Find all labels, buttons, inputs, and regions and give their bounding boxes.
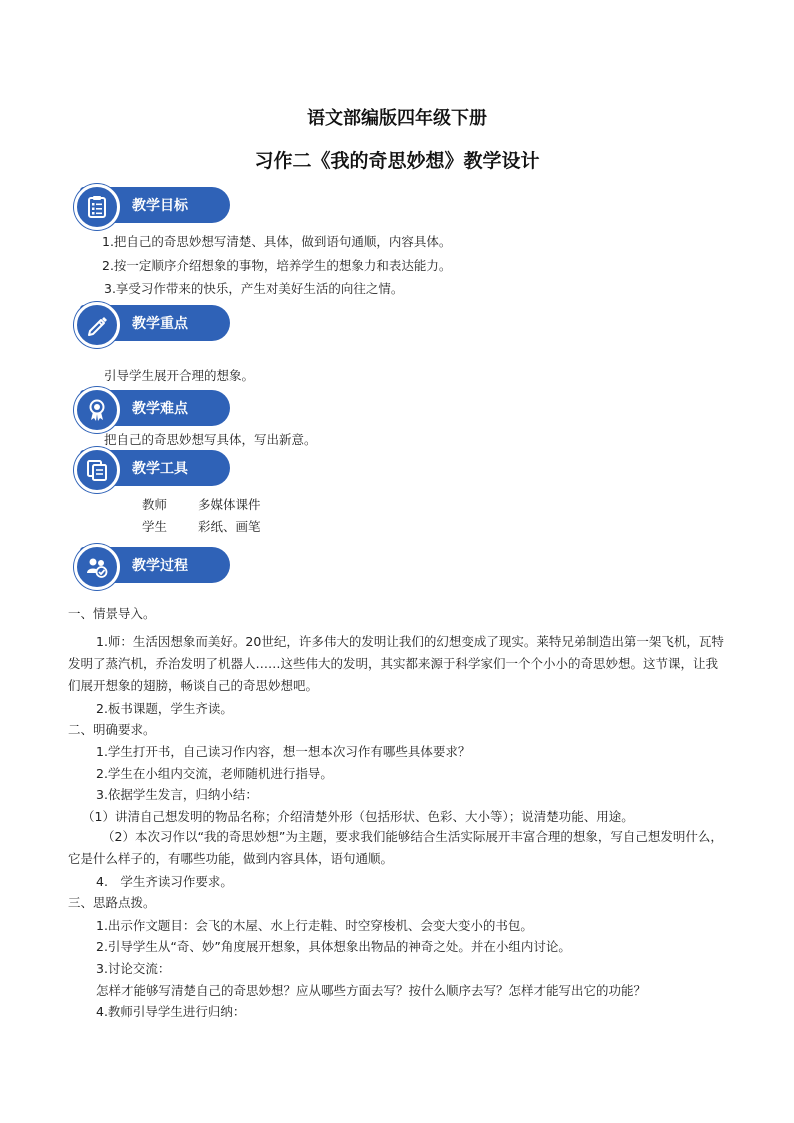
process-step: （1）讲清自己想发明的物品名称；介绍清楚外形（包括形状、色彩、大小等）；说清楚功能、用途。 bbox=[82, 809, 634, 824]
section-label: 教学重点 bbox=[132, 316, 188, 332]
goal-item-1: 1.把自己的奇思妙想写清楚、具体，做到语句通顺，内容具体。 bbox=[102, 234, 452, 249]
section-label: 教学工具 bbox=[132, 461, 188, 477]
section-banner-goals bbox=[74, 185, 230, 225]
document-title: 习作二《我的奇思妙想》教学设计 bbox=[254, 150, 540, 172]
section-banner-tools bbox=[74, 448, 230, 488]
goal-item-3: 3.享受习作带来的快乐，产生对美好生活的向往之情。 bbox=[104, 281, 404, 296]
award-ribbon-icon bbox=[74, 387, 120, 433]
section-banner-difficulty bbox=[74, 388, 230, 428]
section-banner-process bbox=[74, 545, 230, 585]
process-heading-1: 一、情景导入。 bbox=[68, 606, 156, 621]
process-step: 2.引导学生从“奇、妙”角度展开想象，具体想象出物品的神奇之处。并在小组内讨论。 bbox=[96, 939, 571, 954]
process-paragraph: （2）本次习作以“我的奇思妙想”为主题，要求我们能够结合生活实际展开丰富合理的想象，写自己想发明什么，它是什么样子的，有哪些功能，做到内容具体，语句通顺。 bbox=[68, 829, 723, 866]
goal-item-2: 2.按一定顺序介绍想象的事物，培养学生的想象力和表达能力。 bbox=[102, 258, 452, 273]
process-step: 4.教师引导学生进行归纳： bbox=[96, 1004, 246, 1019]
process-step: 1.出示作文题目：会飞的木屋、水上行走鞋、时空穿梭机、会变大变小的书包。 bbox=[96, 918, 533, 933]
process-paragraph-intro: 1.师：生活因想象而美好。20世纪，许多伟大的发明让我们的幻想变成了现实。莱特兄弟制造出第一架飞机，瓦特发明了蒸汽机，乔治发明了机器人……这些伟大的发明，其实都来源于科学家们一个个小小的奇思妙想。这节课，让我们展开想象的翅膀，畅谈自己的奇思妙想吧。 bbox=[68, 634, 724, 693]
tool-what-teacher: 多媒体课件 bbox=[198, 497, 261, 512]
document-subtitle: 语文部编版四年级下册 bbox=[307, 108, 487, 129]
group-users-icon bbox=[74, 544, 120, 590]
tool-what-student: 彩纸、画笔 bbox=[198, 519, 261, 534]
section-label: 教学过程 bbox=[132, 558, 188, 574]
process-heading-2: 二、明确要求。 bbox=[68, 722, 156, 737]
tool-who-teacher: 教师 bbox=[142, 497, 168, 512]
process-heading-3: 三、思路点拨。 bbox=[68, 895, 156, 910]
process-step: 1.学生打开书，自己读习作内容，想一想本次习作有哪些具体要求？ bbox=[96, 744, 471, 759]
pencil-icon bbox=[74, 302, 120, 348]
process-step: 怎样才能够写清楚自己的奇思妙想？应从哪些方面去写？按什么顺序去写？怎样才能写出它的功能？ bbox=[96, 983, 647, 998]
process-step: 2.板书课题，学生齐读。 bbox=[96, 701, 233, 716]
key-point-text: 引导学生展开合理的想象。 bbox=[104, 368, 255, 383]
process-step: 3.依据学生发言，归纳小结： bbox=[96, 787, 258, 802]
process-step: 4. 学生齐读习作要求。 bbox=[96, 874, 233, 889]
clipboard-checklist-icon bbox=[74, 184, 120, 230]
tool-who-student: 学生 bbox=[142, 519, 168, 534]
section-label: 教学难点 bbox=[132, 401, 188, 417]
section-label: 教学目标 bbox=[132, 198, 188, 214]
stacked-pages-icon bbox=[74, 447, 120, 493]
section-banner-key-points bbox=[74, 303, 230, 343]
difficulty-text: 把自己的奇思妙想写具体，写出新意。 bbox=[104, 432, 317, 447]
process-step: 3.讨论交流： bbox=[96, 961, 171, 976]
process-step: 2.学生在小组内交流，老师随机进行指导。 bbox=[96, 766, 333, 781]
